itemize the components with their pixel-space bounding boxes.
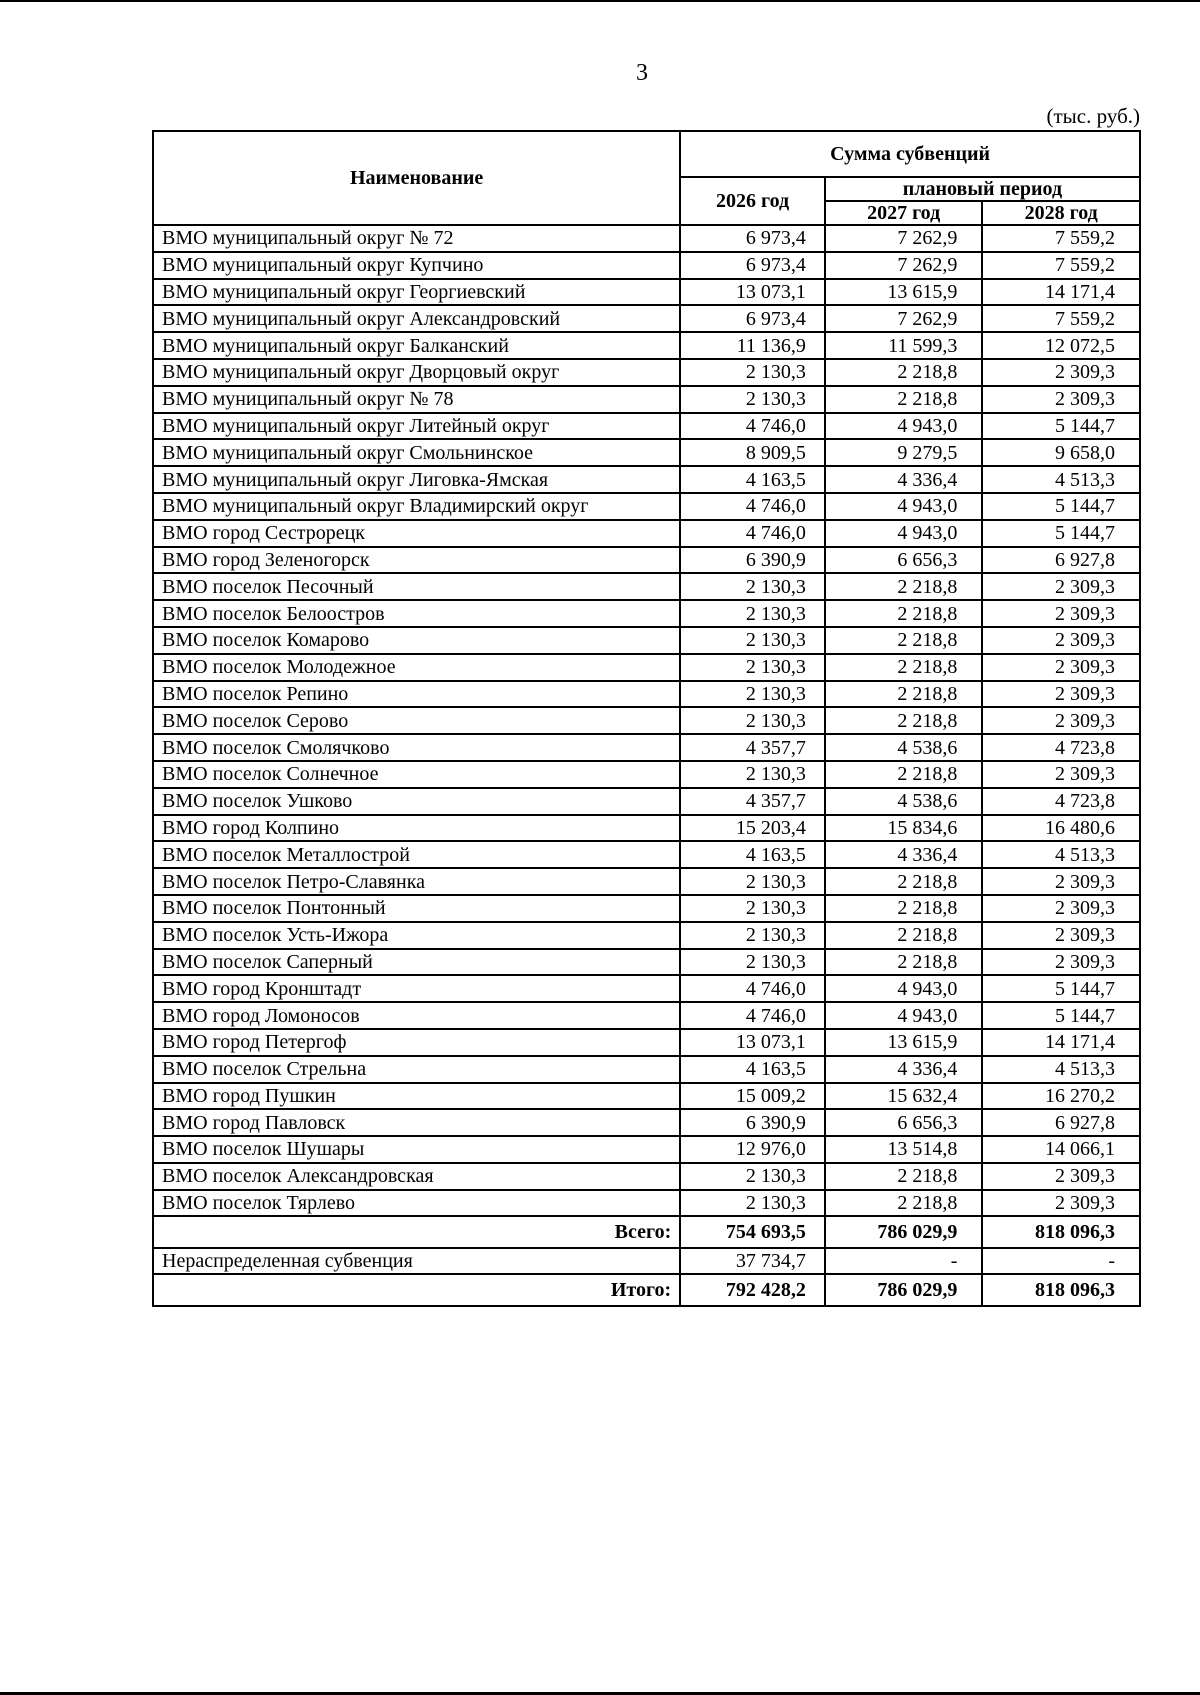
- table-row: [153, 600, 1140, 627]
- table-row: [153, 359, 1140, 386]
- row-value-2028: 4 723,8: [982, 734, 1140, 761]
- row-value-2026: 15 009,2: [680, 1083, 825, 1110]
- row-value-2028: 6 927,8: [982, 547, 1140, 574]
- row-value-2027: 2 218,8: [825, 761, 983, 788]
- row-value-2028: 2 309,3: [982, 681, 1140, 708]
- row-name: ВМО город Ломоносов: [153, 1002, 680, 1029]
- row-value-2026: 8 909,5: [680, 439, 825, 466]
- table-row: [153, 1163, 1140, 1190]
- table-row: [153, 493, 1140, 520]
- table-header: [153, 131, 1140, 225]
- row-value-2028: 2 309,3: [982, 949, 1140, 976]
- table-footer: [153, 1216, 1140, 1306]
- row-value-2027: 4 943,0: [825, 413, 983, 440]
- row-value-2028: 2 309,3: [982, 573, 1140, 600]
- row-value-2027: 4 538,6: [825, 788, 983, 815]
- row-name: ВМО поселок Комарово: [153, 627, 680, 654]
- row-name: ВМО город Петергоф: [153, 1029, 680, 1056]
- row-value-2026: 2 130,3: [680, 359, 825, 386]
- row-value-2026: 6 973,4: [680, 225, 825, 252]
- units-label: (тыс. руб.): [1046, 104, 1140, 128]
- table-row: [153, 573, 1140, 600]
- table-row: [153, 252, 1140, 279]
- row-value-2026: 13 073,1: [680, 1029, 825, 1056]
- row-value-2028: 2 309,3: [982, 600, 1140, 627]
- table-row: [153, 1136, 1140, 1163]
- row-name: ВМО город Зеленогорск: [153, 547, 680, 574]
- row-value-2026: 4 357,7: [680, 734, 825, 761]
- row-value-2027: 4 336,4: [825, 1056, 983, 1083]
- row-value-2027: 2 218,8: [825, 949, 983, 976]
- row-name: ВМО поселок Петро-Славянка: [153, 868, 680, 895]
- table-row: [153, 681, 1140, 708]
- row-value-2028: 4 513,3: [982, 841, 1140, 868]
- table-row: [153, 413, 1140, 440]
- row-value-2027: 13 615,9: [825, 1029, 983, 1056]
- row-value-2028: 4 723,8: [982, 788, 1140, 815]
- row-value-2028: 2 309,3: [982, 761, 1140, 788]
- row-value-2027: 2 218,8: [825, 681, 983, 708]
- row-name: ВМО поселок Александровская: [153, 1163, 680, 1190]
- table-row: [153, 279, 1140, 306]
- row-value-2028: 4 513,3: [982, 1056, 1140, 1083]
- table-row: [153, 1029, 1140, 1056]
- subtotal-2027: 786 029,9: [825, 1216, 983, 1248]
- row-name: ВМО муниципальный округ Литейный округ: [153, 413, 680, 440]
- grand-total-2027: 786 029,9: [825, 1274, 983, 1306]
- row-name: ВМО поселок Металлострой: [153, 841, 680, 868]
- row-value-2026: 6 390,9: [680, 547, 825, 574]
- table-row: [153, 895, 1140, 922]
- row-value-2026: 2 130,3: [680, 895, 825, 922]
- row-value-2026: 4 746,0: [680, 520, 825, 547]
- row-name: ВМО город Сестрорецк: [153, 520, 680, 547]
- row-value-2028: 4 513,3: [982, 466, 1140, 493]
- row-value-2027: 15 632,4: [825, 1083, 983, 1110]
- row-value-2027: 4 336,4: [825, 466, 983, 493]
- row-name: ВМО город Павловск: [153, 1109, 680, 1136]
- header-year-2027: 2027 год: [825, 201, 983, 225]
- row-value-2027: 2 218,8: [825, 573, 983, 600]
- row-name: ВМО город Пушкин: [153, 1083, 680, 1110]
- table-row: [153, 815, 1140, 842]
- row-value-2028: 5 144,7: [982, 413, 1140, 440]
- row-value-2026: 4 746,0: [680, 1002, 825, 1029]
- row-name: ВМО муниципальный округ Балканский: [153, 332, 680, 359]
- row-value-2028: 5 144,7: [982, 1002, 1140, 1029]
- row-value-2027: 9 279,5: [825, 439, 983, 466]
- row-value-2026: 15 203,4: [680, 815, 825, 842]
- row-value-2026: 2 130,3: [680, 573, 825, 600]
- row-value-2026: 13 073,1: [680, 279, 825, 306]
- row-value-2026: 4 746,0: [680, 493, 825, 520]
- row-value-2027: 4 943,0: [825, 975, 983, 1002]
- row-value-2028: 7 559,2: [982, 252, 1140, 279]
- table-row: [153, 1109, 1140, 1136]
- row-value-2026: 2 130,3: [680, 386, 825, 413]
- table-row: [153, 520, 1140, 547]
- row-value-2027: 2 218,8: [825, 1163, 983, 1190]
- row-name: ВМО поселок Ушково: [153, 788, 680, 815]
- row-value-2026: 2 130,3: [680, 654, 825, 681]
- subventions-table: [152, 130, 1141, 1307]
- row-value-2026: 12 976,0: [680, 1136, 825, 1163]
- row-value-2027: 7 262,9: [825, 305, 983, 332]
- row-name: ВМО поселок Белоостров: [153, 600, 680, 627]
- grand-total-row: [153, 1274, 1140, 1306]
- row-value-2027: 6 656,3: [825, 1109, 983, 1136]
- table-row: [153, 841, 1140, 868]
- table-row: [153, 975, 1140, 1002]
- table-row: [153, 868, 1140, 895]
- table-row: [153, 305, 1140, 332]
- table-row: [153, 627, 1140, 654]
- row-name: ВМО город Кронштадт: [153, 975, 680, 1002]
- row-name: ВМО муниципальный округ Лиговка-Ямская: [153, 466, 680, 493]
- row-value-2027: 13 615,9: [825, 279, 983, 306]
- table-row: [153, 1002, 1140, 1029]
- row-value-2027: 2 218,8: [825, 922, 983, 949]
- row-value-2028: 16 480,6: [982, 815, 1140, 842]
- table-row: [153, 788, 1140, 815]
- row-value-2026: 4 746,0: [680, 975, 825, 1002]
- row-value-2026: 2 130,3: [680, 1190, 825, 1217]
- row-value-2027: 2 218,8: [825, 895, 983, 922]
- row-value-2026: 4 746,0: [680, 413, 825, 440]
- table-row: [153, 707, 1140, 734]
- row-name: ВМО муниципальный округ Георгиевский: [153, 279, 680, 306]
- header-name: Наименование: [153, 131, 680, 225]
- row-value-2026: 2 130,3: [680, 681, 825, 708]
- row-value-2028: 2 309,3: [982, 386, 1140, 413]
- header-year-2026: 2026 год: [680, 177, 825, 225]
- table-row: [153, 922, 1140, 949]
- row-value-2026: 2 130,3: [680, 761, 825, 788]
- row-value-2028: 2 309,3: [982, 707, 1140, 734]
- table-row: [153, 225, 1140, 252]
- row-name: ВМО поселок Песочный: [153, 573, 680, 600]
- unallocated-label: Нераспределенная субвенция: [153, 1248, 680, 1274]
- subtotal-row: [153, 1216, 1140, 1248]
- page-top-border: [0, 0, 1200, 2]
- row-value-2028: 2 309,3: [982, 1163, 1140, 1190]
- row-value-2028: 12 072,5: [982, 332, 1140, 359]
- unallocated-2026: 37 734,7: [680, 1248, 825, 1274]
- unallocated-2027: -: [825, 1248, 983, 1274]
- table-row: [153, 949, 1140, 976]
- row-name: ВМО поселок Репино: [153, 681, 680, 708]
- row-value-2027: 4 538,6: [825, 734, 983, 761]
- table-row: [153, 1190, 1140, 1217]
- row-value-2028: 5 144,7: [982, 975, 1140, 1002]
- row-value-2027: 4 943,0: [825, 1002, 983, 1029]
- row-value-2026: 11 136,9: [680, 332, 825, 359]
- row-name: ВМО поселок Шушары: [153, 1136, 680, 1163]
- row-value-2026: 2 130,3: [680, 949, 825, 976]
- header-year-2028: 2028 год: [982, 201, 1140, 225]
- row-value-2028: 2 309,3: [982, 895, 1140, 922]
- row-value-2027: 4 943,0: [825, 493, 983, 520]
- row-name: ВМО поселок Солнечное: [153, 761, 680, 788]
- table-row: [153, 547, 1140, 574]
- row-value-2028: 14 171,4: [982, 1029, 1140, 1056]
- row-value-2028: 14 171,4: [982, 279, 1140, 306]
- row-value-2028: 6 927,8: [982, 1109, 1140, 1136]
- row-value-2027: 2 218,8: [825, 359, 983, 386]
- grand-total-2026: 792 428,2: [680, 1274, 825, 1306]
- table-row: [153, 1056, 1140, 1083]
- row-value-2028: 16 270,2: [982, 1083, 1140, 1110]
- row-value-2027: 15 834,6: [825, 815, 983, 842]
- row-value-2026: 4 357,7: [680, 788, 825, 815]
- unallocated-2028: -: [982, 1248, 1140, 1274]
- row-value-2028: 5 144,7: [982, 493, 1140, 520]
- page-number: 3: [636, 60, 648, 86]
- row-name: ВМО поселок Тярлево: [153, 1190, 680, 1217]
- row-value-2027: 6 656,3: [825, 547, 983, 574]
- table-row: [153, 386, 1140, 413]
- row-value-2028: 2 309,3: [982, 654, 1140, 681]
- header-plan-period: плановый период: [825, 177, 1140, 201]
- row-name: ВМО муниципальный округ Александровский: [153, 305, 680, 332]
- row-value-2028: 5 144,7: [982, 520, 1140, 547]
- row-value-2027: 2 218,8: [825, 868, 983, 895]
- row-value-2027: 2 218,8: [825, 1190, 983, 1217]
- row-name: ВМО муниципальный округ Смольнинское: [153, 439, 680, 466]
- row-value-2027: 2 218,8: [825, 627, 983, 654]
- row-value-2027: 4 943,0: [825, 520, 983, 547]
- row-value-2026: 6 390,9: [680, 1109, 825, 1136]
- grand-total-label: Итого:: [153, 1274, 680, 1306]
- row-name: ВМО муниципальный округ Владимирский округ: [153, 493, 680, 520]
- row-name: ВМО муниципальный округ № 72: [153, 225, 680, 252]
- row-value-2027: 11 599,3: [825, 332, 983, 359]
- row-value-2026: 2 130,3: [680, 922, 825, 949]
- row-name: ВМО поселок Стрельна: [153, 1056, 680, 1083]
- row-value-2026: 6 973,4: [680, 305, 825, 332]
- subtotal-2028: 818 096,3: [982, 1216, 1140, 1248]
- row-value-2028: 14 066,1: [982, 1136, 1140, 1163]
- row-name: ВМО муниципальный округ № 78: [153, 386, 680, 413]
- row-value-2027: 2 218,8: [825, 654, 983, 681]
- table-row: [153, 654, 1140, 681]
- row-value-2026: 2 130,3: [680, 1163, 825, 1190]
- row-value-2026: 2 130,3: [680, 707, 825, 734]
- row-value-2028: 2 309,3: [982, 868, 1140, 895]
- row-name: ВМО поселок Серово: [153, 707, 680, 734]
- row-name: ВМО поселок Смолячково: [153, 734, 680, 761]
- header-sum-title: Сумма субвенций: [680, 131, 1140, 177]
- table-row: [153, 734, 1140, 761]
- row-value-2028: 7 559,2: [982, 225, 1140, 252]
- row-value-2027: 2 218,8: [825, 386, 983, 413]
- row-name: ВМО поселок Усть-Ижора: [153, 922, 680, 949]
- table-row: [153, 761, 1140, 788]
- row-value-2026: 4 163,5: [680, 466, 825, 493]
- row-value-2027: 4 336,4: [825, 841, 983, 868]
- table-row: [153, 466, 1140, 493]
- row-value-2028: 9 658,0: [982, 439, 1140, 466]
- row-value-2027: 2 218,8: [825, 707, 983, 734]
- row-value-2028: 7 559,2: [982, 305, 1140, 332]
- row-name: ВМО поселок Молодежное: [153, 654, 680, 681]
- table-row: [153, 1083, 1140, 1110]
- row-name: ВМО поселок Саперный: [153, 949, 680, 976]
- row-value-2027: 7 262,9: [825, 225, 983, 252]
- unallocated-row: [153, 1248, 1140, 1274]
- subtotal-label: Всего:: [153, 1216, 680, 1248]
- row-name: ВМО муниципальный округ Купчино: [153, 252, 680, 279]
- row-name: ВМО муниципальный округ Дворцовый округ: [153, 359, 680, 386]
- subtotal-2026: 754 693,5: [680, 1216, 825, 1248]
- table-body: [153, 225, 1140, 1216]
- table-row: [153, 332, 1140, 359]
- row-value-2027: 13 514,8: [825, 1136, 983, 1163]
- table-row: [153, 439, 1140, 466]
- row-value-2028: 2 309,3: [982, 922, 1140, 949]
- row-value-2026: 2 130,3: [680, 627, 825, 654]
- row-value-2027: 2 218,8: [825, 600, 983, 627]
- row-value-2026: 2 130,3: [680, 600, 825, 627]
- row-value-2026: 2 130,3: [680, 868, 825, 895]
- row-value-2026: 4 163,5: [680, 841, 825, 868]
- row-value-2028: 2 309,3: [982, 1190, 1140, 1217]
- row-value-2028: 2 309,3: [982, 359, 1140, 386]
- row-value-2027: 7 262,9: [825, 252, 983, 279]
- row-value-2028: 2 309,3: [982, 627, 1140, 654]
- row-value-2026: 6 973,4: [680, 252, 825, 279]
- row-value-2026: 4 163,5: [680, 1056, 825, 1083]
- row-name: ВМО город Колпино: [153, 815, 680, 842]
- row-name: ВМО поселок Понтонный: [153, 895, 680, 922]
- grand-total-2028: 818 096,3: [982, 1274, 1140, 1306]
